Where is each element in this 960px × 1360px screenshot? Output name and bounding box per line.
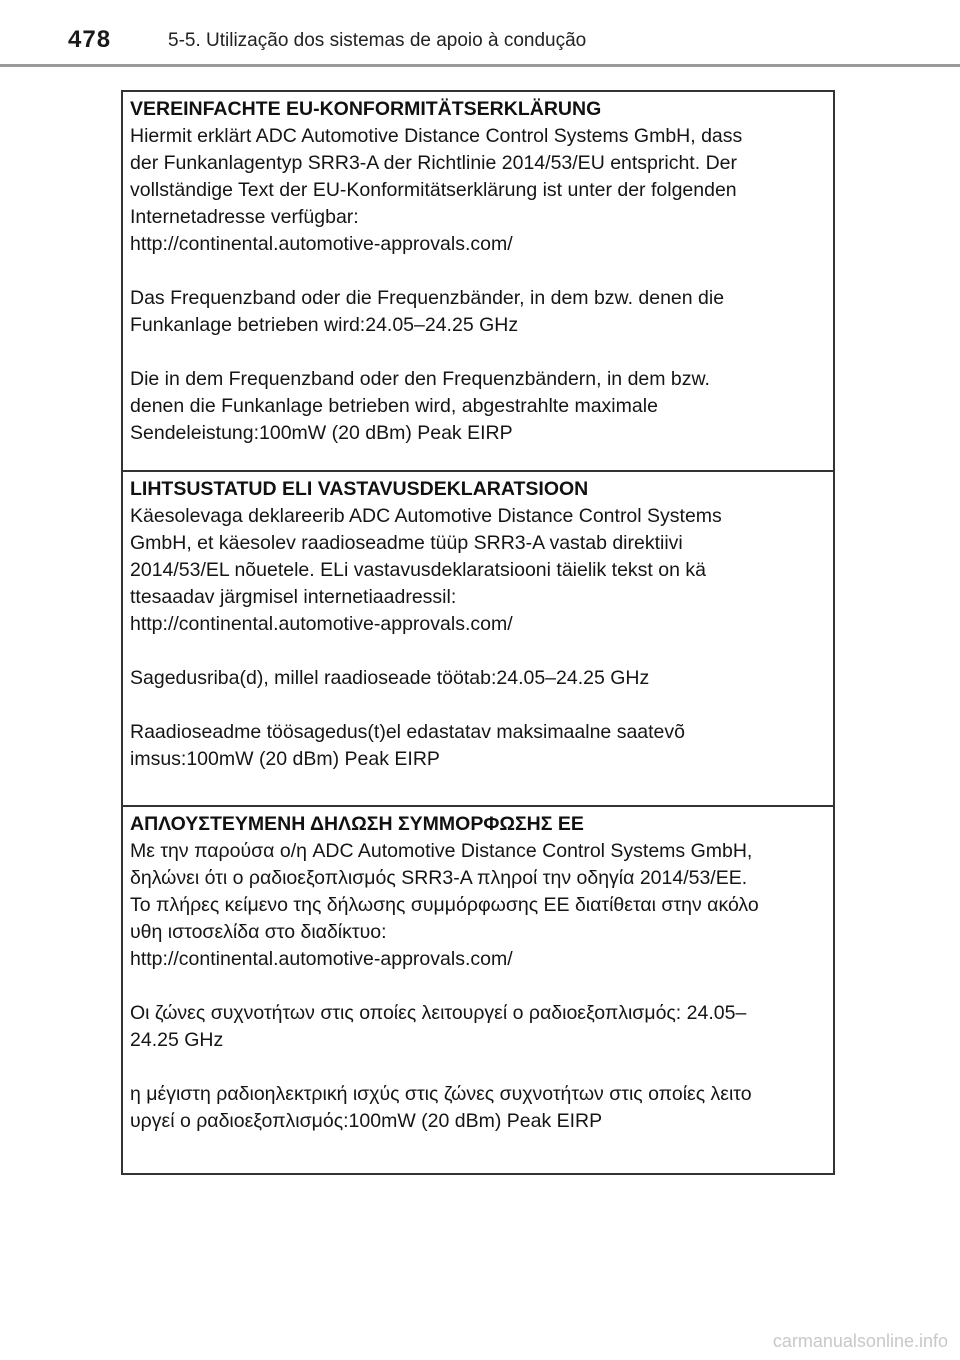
paragraph-gap [130, 339, 827, 366]
paragraph-gap [130, 1054, 827, 1081]
text-line: http://continental.automotive-approvals.com/ [130, 233, 513, 255]
text-line: Hiermit erklärt ADC Automotive Distance Control Systems GmbH, dass [130, 125, 743, 147]
paragraph-gap [130, 973, 827, 1000]
watermark-text: carmanualsonline.info [772, 1331, 948, 1351]
section-estonian [123, 472, 833, 807]
text-line: Sagedusriba(d), millel raadioseade töötab:24.05–24.25 GHz [130, 667, 650, 689]
section-title: LIHTSUSTATUD ELI VASTAVUSDEKLARATSIOON [130, 478, 589, 500]
text-line: 2014/53/EL nõuetele. ELi vastavusdeklaratsiooni täielik tekst on kä [130, 559, 706, 581]
text-line: η μέγιστη ραδιοηλεκτρική ισχύς στις ζώνες συχνοτήτων στις οποίες λειτο [130, 1083, 752, 1105]
declaration-box [121, 90, 835, 1175]
paragraph-gap [130, 258, 827, 285]
text-line: http://continental.automotive-approvals.com/ [130, 948, 513, 970]
text-line: 24.25 GHz [130, 1029, 224, 1051]
text-line: Die in dem Frequenzband oder den Frequenzbändern, in dem bzw. [130, 368, 710, 390]
text-line: Das Frequenzband oder die Frequenzbänder, in dem bzw. denen die [130, 287, 725, 309]
text-line: imsus:100mW (20 dBm) Peak EIRP [130, 748, 440, 770]
text-line: Με την παρούσα ο/η ADC Automotive Distance Control Systems GmbH, [130, 840, 753, 862]
text-line: Οι ζώνες συχνοτήτων στις οποίες λειτουργεί ο ραδιοεξοπλισμός: 24.05– [130, 1002, 747, 1024]
page-header [0, 0, 960, 70]
section-title: VEREINFACHTE EU-KONFORMITÄTSERKLÄRUNG [130, 98, 602, 120]
text-line: vollständige Text der EU-Konformitätserklärung ist unter der folgenden [130, 179, 737, 201]
paragraph-gap [130, 692, 827, 719]
text-line: Raadioseadme töösagedus(t)el edastatav maksimaalne saatevõ [130, 721, 685, 743]
text-line: ttesaadav järgmisel internetiaadressil: [130, 586, 457, 608]
chapter-title: 5-5. Utilização dos sistemas de apoio à condução [168, 30, 587, 51]
text-line: GmbH, et käesolev raadioseadme tüüp SRR3-A vastab direktiivi [130, 532, 683, 554]
section-title: ΑΠΛΟΥΣΤΕΥΜΕΝΗ ΔΗΛΩΣΗ ΣΥΜΜΟΡΦΩΣΗΣ ΕΕ [130, 813, 584, 835]
text-line: Internetadresse verfügbar: [130, 206, 359, 228]
text-line: Käesolevaga deklareerib ADC Automotive Distance Control Systems [130, 505, 722, 527]
text-line: Το πλήρες κείμενο της δήλωσης συμμόρφωσης ΕΕ διατίθεται στην ακόλο [130, 894, 759, 916]
text-line: http://continental.automotive-approvals.com/ [130, 613, 513, 635]
text-line: υργεί ο ραδιοεξοπλισμός:100mW (20 dBm) Peak EIRP [130, 1110, 603, 1132]
page-number: 478 [68, 26, 112, 53]
text-line: denen die Funkanlage betrieben wird, abgestrahlte maximale [130, 395, 658, 417]
text-line: Funkanlage betrieben wird:24.05–24.25 GHz [130, 314, 519, 336]
section-german [123, 92, 833, 472]
paragraph-gap [130, 638, 827, 665]
text-line: υθη ιστοσελίδα στο διαδίκτυο: [130, 921, 387, 943]
text-line: δηλώνει ότι ο ραδιοεξοπλισμός SRR3-A πληροί την οδηγία 2014/53/ΕΕ. [130, 867, 748, 889]
text-line: Sendeleistung:100mW (20 dBm) Peak EIRP [130, 422, 513, 444]
text-line: der Funkanlagentyp SRR3-A der Richtlinie 2014/53/EU entspricht. Der [130, 152, 737, 174]
header-divider [0, 64, 960, 67]
section-greek [123, 807, 833, 1173]
